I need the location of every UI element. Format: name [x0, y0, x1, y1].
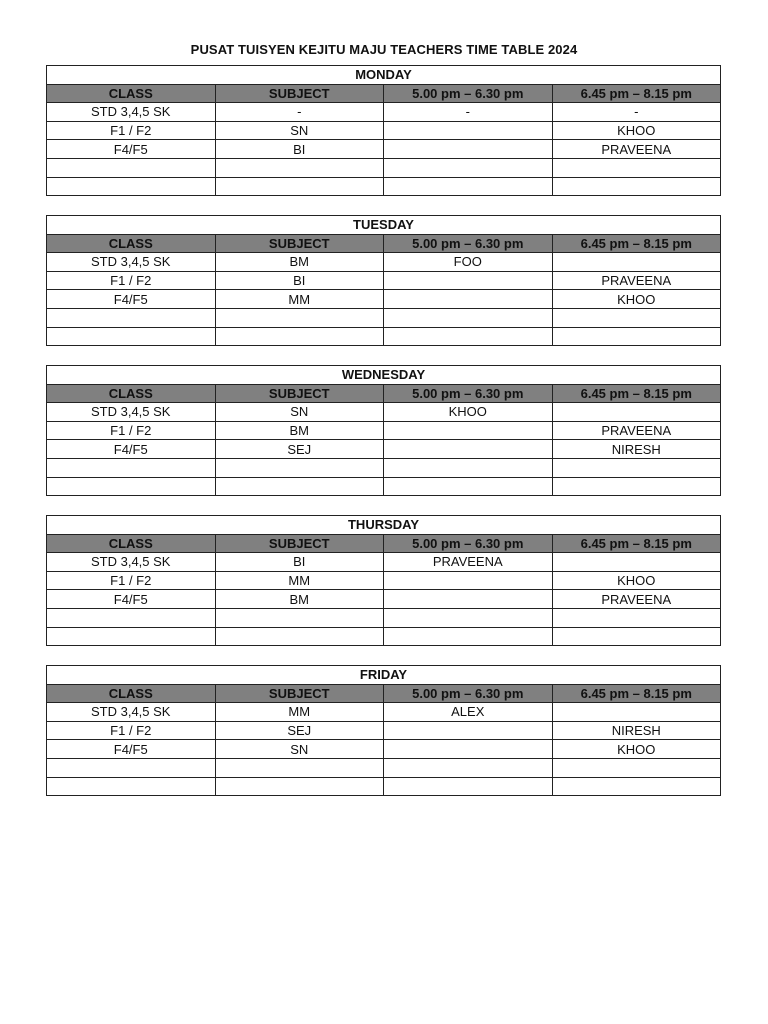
schedule-table — [46, 515, 721, 646]
slot1-teacher-cell — [384, 721, 553, 740]
subject-header: SUBJECT — [215, 684, 384, 703]
slot1-teacher-cell — [384, 271, 553, 290]
subject-cell: BI — [215, 140, 384, 159]
slot1-teacher-cell: FOO — [384, 253, 553, 272]
schedule-table — [46, 665, 721, 796]
slot2-teacher-cell — [552, 158, 721, 177]
slot1-teacher-cell — [384, 140, 553, 159]
class-header: CLASS — [47, 684, 216, 703]
day-table-wednesday — [46, 365, 721, 496]
class-cell — [47, 477, 216, 496]
slot2-teacher-cell: KHOO — [552, 571, 721, 590]
slot1-teacher-cell — [384, 758, 553, 777]
slot1-teacher-cell — [384, 740, 553, 759]
table-row — [47, 703, 721, 722]
slot2-teacher-cell — [552, 177, 721, 196]
subject-header: SUBJECT — [215, 234, 384, 253]
class-cell: F1 / F2 — [47, 571, 216, 590]
slot1-teacher-cell — [384, 477, 553, 496]
slot1-teacher-cell: PRAVEENA — [384, 553, 553, 572]
column-header-row — [47, 684, 721, 703]
day-table-friday — [46, 665, 721, 796]
slot2-teacher-cell — [552, 608, 721, 627]
table-row — [47, 440, 721, 459]
slot1-header: 5.00 pm – 6.30 pm — [384, 384, 553, 403]
slot2-teacher-cell: KHOO — [552, 121, 721, 140]
class-cell — [47, 758, 216, 777]
column-header-row — [47, 84, 721, 103]
subject-cell: SEJ — [215, 440, 384, 459]
class-cell — [47, 627, 216, 646]
table-row — [47, 627, 721, 646]
slot1-teacher-cell — [384, 158, 553, 177]
table-row — [47, 608, 721, 627]
table-row — [47, 571, 721, 590]
subject-cell: BM — [215, 421, 384, 440]
subject-cell — [215, 608, 384, 627]
slot1-teacher-cell — [384, 177, 553, 196]
slot2-teacher-cell: PRAVEENA — [552, 271, 721, 290]
slot2-header: 6.45 pm – 8.15 pm — [552, 84, 721, 103]
slot2-teacher-cell: PRAVEENA — [552, 140, 721, 159]
class-cell: F4/F5 — [47, 140, 216, 159]
class-header: CLASS — [47, 234, 216, 253]
subject-cell — [215, 158, 384, 177]
subject-header: SUBJECT — [215, 84, 384, 103]
class-cell — [47, 177, 216, 196]
subject-cell: BM — [215, 590, 384, 609]
table-row — [47, 327, 721, 346]
subject-cell — [215, 777, 384, 796]
class-cell — [47, 327, 216, 346]
table-row — [47, 590, 721, 609]
column-header-row — [47, 234, 721, 253]
class-cell — [47, 308, 216, 327]
day-heading: THURSDAY — [47, 516, 721, 535]
table-row — [47, 477, 721, 496]
subject-cell — [215, 627, 384, 646]
schedule-table — [46, 215, 721, 346]
subject-cell: MM — [215, 571, 384, 590]
slot2-header: 6.45 pm – 8.15 pm — [552, 684, 721, 703]
slot1-teacher-cell — [384, 458, 553, 477]
class-cell: STD 3,4,5 SK — [47, 553, 216, 572]
slot1-teacher-cell — [384, 327, 553, 346]
class-cell: F1 / F2 — [47, 421, 216, 440]
class-cell: F1 / F2 — [47, 271, 216, 290]
table-row — [47, 740, 721, 759]
page-title: PUSAT TUISYEN KEJITU MAJU TEACHERS TIME TABLE 2024 — [190, 42, 578, 57]
subject-cell: MM — [215, 703, 384, 722]
class-header: CLASS — [47, 534, 216, 553]
subject-cell: - — [215, 103, 384, 122]
schedule-table — [46, 365, 721, 496]
slot2-teacher-cell — [552, 327, 721, 346]
subject-cell: BM — [215, 253, 384, 272]
slot2-teacher-cell — [552, 703, 721, 722]
slot2-teacher-cell — [552, 777, 721, 796]
class-cell: STD 3,4,5 SK — [47, 703, 216, 722]
slot2-teacher-cell: NIRESH — [552, 721, 721, 740]
subject-header: SUBJECT — [215, 534, 384, 553]
table-row — [47, 177, 721, 196]
slot2-teacher-cell: NIRESH — [552, 440, 721, 459]
table-row — [47, 553, 721, 572]
slot1-teacher-cell — [384, 571, 553, 590]
class-cell: STD 3,4,5 SK — [47, 253, 216, 272]
subject-cell — [215, 477, 384, 496]
table-row — [47, 721, 721, 740]
day-heading: FRIDAY — [47, 666, 721, 685]
class-cell — [47, 777, 216, 796]
table-row — [47, 777, 721, 796]
class-cell: F4/F5 — [47, 440, 216, 459]
class-cell: F4/F5 — [47, 740, 216, 759]
slot1-header: 5.00 pm – 6.30 pm — [384, 84, 553, 103]
table-row — [47, 271, 721, 290]
class-cell: F4/F5 — [47, 290, 216, 309]
slot2-teacher-cell: KHOO — [552, 290, 721, 309]
subject-cell — [215, 458, 384, 477]
day-table-tuesday — [46, 215, 721, 346]
slot1-teacher-cell — [384, 121, 553, 140]
table-row — [47, 158, 721, 177]
slot2-teacher-cell: PRAVEENA — [552, 421, 721, 440]
class-cell: F1 / F2 — [47, 121, 216, 140]
table-row — [47, 458, 721, 477]
slot1-teacher-cell: KHOO — [384, 403, 553, 422]
slot1-teacher-cell — [384, 608, 553, 627]
slot2-teacher-cell — [552, 253, 721, 272]
table-row — [47, 103, 721, 122]
class-cell: F4/F5 — [47, 590, 216, 609]
slot2-teacher-cell — [552, 477, 721, 496]
day-heading: WEDNESDAY — [47, 366, 721, 385]
slot2-teacher-cell — [552, 627, 721, 646]
class-cell: STD 3,4,5 SK — [47, 403, 216, 422]
day-table-thursday — [46, 515, 721, 646]
slot2-teacher-cell — [552, 308, 721, 327]
class-cell — [47, 158, 216, 177]
subject-cell: BI — [215, 271, 384, 290]
slot2-teacher-cell: - — [552, 103, 721, 122]
slot2-teacher-cell — [552, 553, 721, 572]
class-cell: STD 3,4,5 SK — [47, 103, 216, 122]
table-row — [47, 308, 721, 327]
subject-header: SUBJECT — [215, 384, 384, 403]
slot2-teacher-cell — [552, 403, 721, 422]
slot2-teacher-cell — [552, 458, 721, 477]
table-row — [47, 253, 721, 272]
slot2-teacher-cell — [552, 758, 721, 777]
slot2-teacher-cell: PRAVEENA — [552, 590, 721, 609]
slot1-teacher-cell — [384, 308, 553, 327]
class-header: CLASS — [47, 384, 216, 403]
subject-cell: SN — [215, 740, 384, 759]
subject-cell — [215, 758, 384, 777]
slot1-teacher-cell — [384, 290, 553, 309]
column-header-row — [47, 384, 721, 403]
schedule-table — [46, 65, 721, 196]
slot2-header: 6.45 pm – 8.15 pm — [552, 234, 721, 253]
slot1-teacher-cell — [384, 421, 553, 440]
class-cell — [47, 458, 216, 477]
day-heading: TUESDAY — [47, 216, 721, 235]
subject-cell — [215, 308, 384, 327]
subject-cell: SN — [215, 121, 384, 140]
slot1-teacher-cell — [384, 777, 553, 796]
slot2-header: 6.45 pm – 8.15 pm — [552, 534, 721, 553]
slot1-teacher-cell: ALEX — [384, 703, 553, 722]
table-row — [47, 121, 721, 140]
slot1-header: 5.00 pm – 6.30 pm — [384, 234, 553, 253]
slot2-teacher-cell: KHOO — [552, 740, 721, 759]
subject-cell: BI — [215, 553, 384, 572]
table-row — [47, 421, 721, 440]
table-row — [47, 403, 721, 422]
slot1-header: 5.00 pm – 6.30 pm — [384, 534, 553, 553]
slot1-teacher-cell: - — [384, 103, 553, 122]
subject-cell: SEJ — [215, 721, 384, 740]
class-cell: F1 / F2 — [47, 721, 216, 740]
slot1-teacher-cell — [384, 627, 553, 646]
subject-cell: MM — [215, 290, 384, 309]
table-row — [47, 290, 721, 309]
subject-cell — [215, 327, 384, 346]
table-row — [47, 140, 721, 159]
day-table-monday — [46, 65, 721, 196]
subject-cell: SN — [215, 403, 384, 422]
slot1-header: 5.00 pm – 6.30 pm — [384, 684, 553, 703]
column-header-row — [47, 534, 721, 553]
day-heading: MONDAY — [47, 66, 721, 85]
table-row — [47, 758, 721, 777]
slot2-header: 6.45 pm – 8.15 pm — [552, 384, 721, 403]
slot1-teacher-cell — [384, 590, 553, 609]
class-header: CLASS — [47, 84, 216, 103]
class-cell — [47, 608, 216, 627]
subject-cell — [215, 177, 384, 196]
slot1-teacher-cell — [384, 440, 553, 459]
